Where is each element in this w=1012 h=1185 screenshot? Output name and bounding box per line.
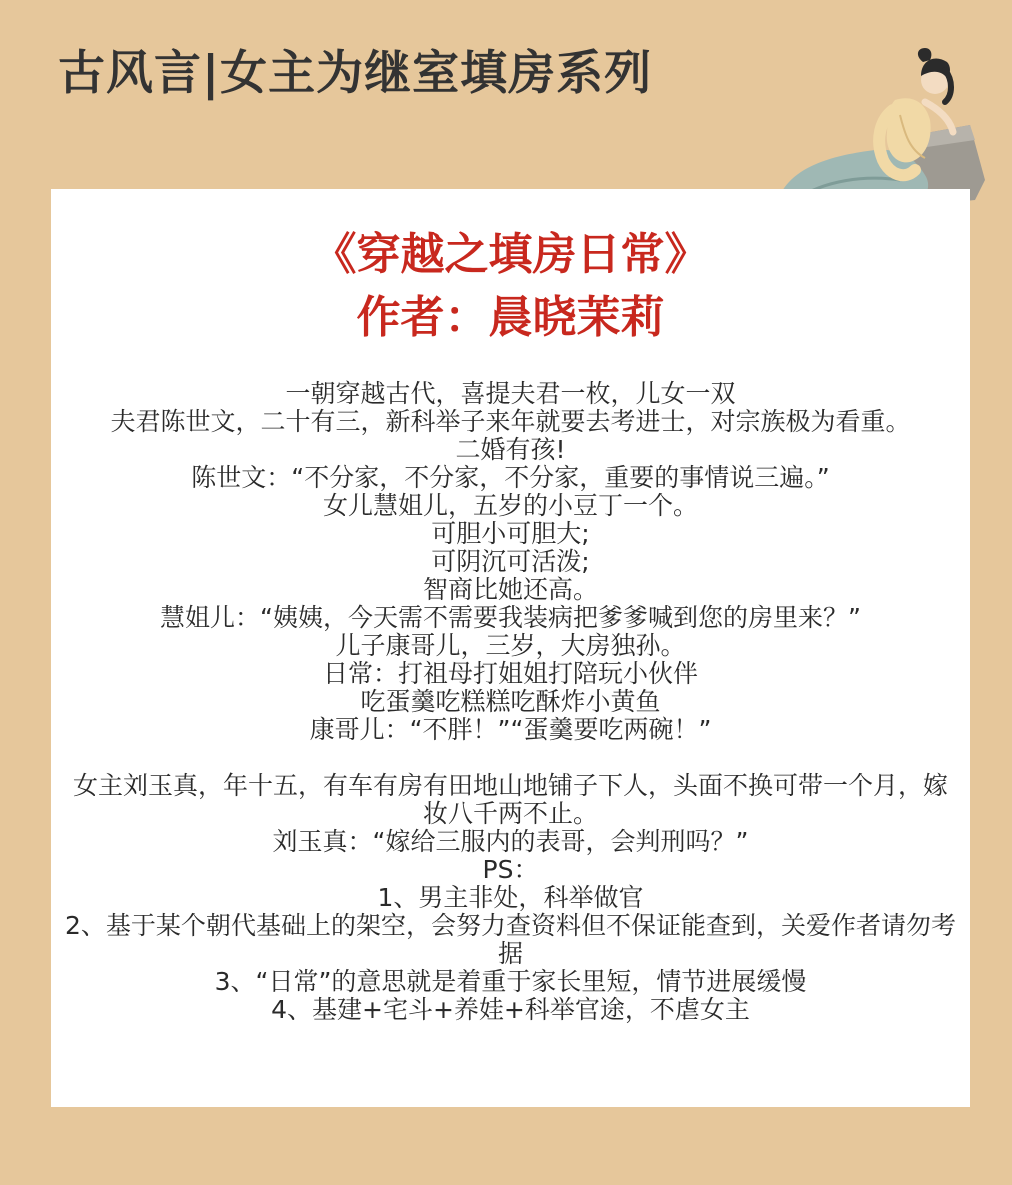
book-author: 作者：晨晓茉莉 bbox=[356, 292, 665, 343]
synopsis-line: 夫君陈世文，二十有三，新科举子来年就要去考进士，对宗族极为看重。 bbox=[110, 407, 911, 436]
synopsis-line: 二婚有孩! bbox=[455, 435, 566, 464]
synopsis-line: 刘玉真：“嫁给三服内的表哥，会判刑吗？” bbox=[272, 827, 749, 856]
synopsis-line: 3、“日常”的意思就是着重于家长里短，情节进展缓慢 bbox=[214, 967, 807, 996]
synopsis-line: 4、基建+宅斗+养娃+科举官途，不虐女主 bbox=[271, 995, 750, 1024]
synopsis-line: 康哥儿：“不胖！”“蛋羹要吃两碗！” bbox=[309, 715, 712, 744]
synopsis-line: 儿子康哥儿，三岁，大房独孙。 bbox=[335, 631, 686, 660]
synopsis-line: 1、男主非处，科举做官 bbox=[377, 883, 644, 912]
synopsis-line: 2、基于某个朝代基础上的架空，会努力查资料但不保证能查到，关爱作者请勿考据 bbox=[65, 911, 956, 968]
synopsis-line: 女主刘玉真，年十五，有车有房有田地山地铺子下人，头面不换可带一个月，嫁妆八千两不止。 bbox=[72, 771, 948, 828]
synopsis-line: 女儿慧姐儿，五岁的小豆丁一个。 bbox=[322, 491, 698, 520]
synopsis-line: 吃蛋羹吃糕糕吃酥炸小黄鱼 bbox=[360, 687, 661, 716]
synopsis-line: 陈世文：“不分家，不分家，不分家，重要的事情说三遍。” bbox=[191, 463, 830, 492]
synopsis-line: 智商比她还高。 bbox=[422, 575, 598, 604]
synopsis-line: PS： bbox=[482, 855, 539, 884]
page-header-title: 古风言|女主为继室填房系列 bbox=[58, 46, 653, 101]
synopsis-line: 可胆小可胆大; bbox=[431, 519, 590, 548]
synopsis-text bbox=[61, 380, 960, 1024]
synopsis-line: 慧姐儿：“姨姨，今天需不需要我装病把爹爹喊到您的房里来？” bbox=[160, 603, 861, 632]
synopsis-line: 一朝穿越古代，喜提夫君一枚，儿女一双 bbox=[285, 379, 736, 408]
synopsis-line: 日常：打祖母打姐姐打陪玩小伙伴 bbox=[322, 659, 698, 688]
synopsis-blank-line bbox=[61, 744, 960, 772]
book-title: 《穿越之填房日常》 bbox=[312, 229, 709, 280]
synopsis-line: 可阴沉可活泼; bbox=[431, 547, 590, 576]
content-card bbox=[51, 189, 970, 1107]
